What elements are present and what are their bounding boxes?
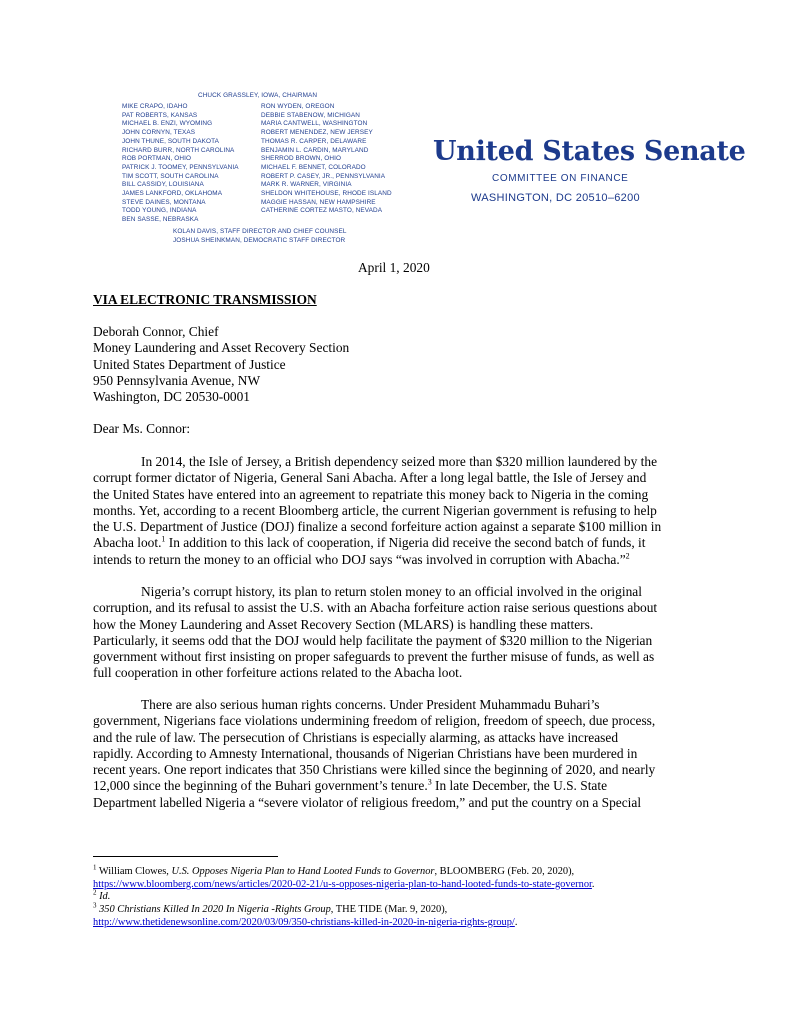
footnote-number: 2 bbox=[93, 888, 97, 897]
text-line: full cooperation in other forfeiture actions related to the Abacha loot. bbox=[93, 665, 463, 681]
committee-chairman: CHUCK GRASSLEY, IOWA, CHAIRMAN bbox=[198, 92, 318, 99]
member-name: STEVE DAINES, MONTANA bbox=[122, 198, 206, 206]
text-line: corrupt former dictator of Nigeria, General Sani Abacha. After a long legal battle, the Isle of Jersey and bbox=[93, 470, 647, 486]
member-name: BILL CASSIDY, LOUISIANA bbox=[122, 181, 204, 189]
text-line: corruption, and its refusal to assist the U.S. with an Abacha forfeiture action raise serious questions about bbox=[93, 600, 658, 616]
committee-name: COMMITTEE ON FINANCE bbox=[492, 173, 629, 184]
staff-director: KOLAN DAVIS, STAFF DIRECTOR AND CHIEF COUNSEL bbox=[173, 228, 347, 235]
text-line: recent years. One report indicates that 350 Christians were killed since the beginning of 2020, and nearly bbox=[93, 762, 656, 778]
member-name: SHERROD BROWN, OHIO bbox=[261, 155, 342, 163]
text-line: the U.S. Department of Justice (DOJ) finalize a second forfeiture action against a separate $100 million in bbox=[93, 519, 662, 535]
member-name: PAT ROBERTS, KANSAS bbox=[122, 111, 198, 119]
text-line bbox=[93, 535, 703, 551]
staff-directors bbox=[173, 228, 347, 245]
footnote-3 bbox=[93, 901, 518, 929]
paragraph-3 bbox=[93, 697, 703, 811]
text-line: Department labelled Nigeria a “severe violator of religious freedom,” and put the country on a Special bbox=[93, 794, 642, 810]
member-name: CATHERINE CORTEZ MASTO, NEVADA bbox=[261, 207, 383, 215]
footnote-url-line bbox=[93, 917, 517, 930]
text-run: In late December, the U.S. State bbox=[431, 778, 608, 794]
footnote-period: . bbox=[591, 878, 595, 890]
text-line bbox=[93, 778, 703, 794]
staff-director: JOSHUA SHEINKMAN, DEMOCRATIC STAFF DIRECTOR bbox=[173, 236, 346, 244]
transmission-method: VIA ELECTRONIC TRANSMISSION bbox=[93, 292, 317, 307]
text-line: and the rule of law. The persecution of Christians is especially alarming, as attacks have increased bbox=[93, 729, 619, 745]
member-name: MICHAEL F. BENNET, COLORADO bbox=[261, 163, 366, 171]
member-name: JOHN CORNYN, TEXAS bbox=[122, 129, 196, 137]
paragraph-2 bbox=[93, 584, 703, 682]
paragraph-1 bbox=[93, 454, 703, 568]
text-run: In addition to this lack of cooperation, if Nigeria did receive the second batch of funds, it bbox=[165, 535, 646, 551]
member-name: THOMAS R. CARPER, DELAWARE bbox=[261, 137, 367, 145]
footnote-ref[interactable]: 1 bbox=[161, 535, 166, 545]
footnote-title: U.S. Opposes Nigeria Plan to Hand Looted Funds to Governor bbox=[171, 866, 435, 877]
text-run: intends to return the money to an official who DOJ says “was involved in corruption with Abacha.” bbox=[93, 551, 626, 567]
footnote-divider bbox=[93, 856, 278, 857]
democratic-members-list bbox=[261, 103, 392, 216]
text-line: Nigeria’s corrupt history, its plan to return stolen money to an official involved in the original bbox=[141, 584, 642, 599]
republican-members-list bbox=[122, 103, 239, 225]
member-name: MAGGIE HASSAN, NEW HAMPSHIRE bbox=[261, 198, 376, 206]
member-name: MICHAEL B. ENZI, WYOMING bbox=[122, 120, 213, 128]
text-run: Abacha loot. bbox=[93, 535, 162, 551]
member-name: JAMES LANKFORD, OKLAHOMA bbox=[122, 190, 223, 198]
footnote-ref[interactable]: 3 bbox=[427, 778, 432, 788]
letter-date: April 1, 2020 bbox=[358, 260, 430, 275]
member-name: MARK R. WARNER, VIRGINIA bbox=[261, 181, 352, 189]
member-name: MIKE CRAPO, IDAHO bbox=[122, 103, 188, 110]
footnote-link[interactable]: http://www.thetidenewsonline.com/2020/03/09/350-christians-killed-in-2020-in-nigeria-rights-group/ bbox=[93, 916, 515, 928]
text-line: Particularly, it seems odd that the DOJ would help facilitate the payment of $320 million to the Nigerian bbox=[93, 632, 653, 648]
address-line: Money Laundering and Asset Recovery Section bbox=[93, 340, 350, 356]
member-name: DEBBIE STABENOW, MICHIGAN bbox=[261, 111, 360, 119]
member-name: PATRICK J. TOOMEY, PENNSYLVANIA bbox=[122, 163, 239, 171]
member-name: RICHARD BURR, NORTH CAROLINA bbox=[122, 146, 235, 154]
footnote-ref[interactable]: 2 bbox=[625, 551, 630, 561]
footnote-text: Id. bbox=[96, 891, 111, 902]
text-line: how the Money Laundering and Asset Recovery Section (MLARS) is handling these matters. bbox=[93, 616, 594, 632]
address-line: 950 Pennsylvania Avenue, NW bbox=[93, 372, 261, 388]
address-line: Deborah Connor, Chief bbox=[93, 324, 219, 339]
text-line bbox=[93, 552, 703, 568]
footnote-number: 3 bbox=[93, 901, 97, 910]
senate-logotype: United States Senate bbox=[433, 136, 746, 167]
text-line: government without first insisting on proper safeguards to prevent the further misuse of funds, as well as bbox=[93, 649, 655, 665]
footnote-text bbox=[93, 863, 595, 879]
text-line: There are also serious human rights concerns. Under President Muhammadu Buhari’s bbox=[141, 697, 600, 712]
member-name: MARIA CANTWELL, WASHINGTON bbox=[261, 120, 368, 128]
member-name: ROB PORTMAN, OHIO bbox=[122, 155, 192, 163]
member-name: ROBERT MENENDEZ, NEW JERSEY bbox=[261, 129, 373, 137]
recipient-address bbox=[93, 324, 349, 405]
text-line: the United States have entered into an agreement to repatriate this money back to Nigeria in the coming bbox=[93, 486, 649, 502]
footnote-text bbox=[93, 901, 517, 917]
member-name: SHELDON WHITEHOUSE, RHODE ISLAND bbox=[261, 190, 392, 198]
text-line: months. Yet, according to a recent Bloomberg article, the current Nigerian government is refusing to help bbox=[93, 502, 657, 518]
footnote-url-line bbox=[93, 879, 595, 892]
footnote-number: 1 bbox=[93, 863, 97, 872]
footnote-source: , BLOOMBERG (Feb. 20, 2020), bbox=[434, 866, 575, 877]
member-name: BEN SASSE, NEBRASKA bbox=[122, 216, 199, 224]
committee-address: WASHINGTON, DC 20510–6200 bbox=[471, 192, 640, 204]
member-name: BENJAMIN L. CARDIN, MARYLAND bbox=[261, 146, 369, 154]
footnote-author: William Clowes, bbox=[96, 866, 172, 877]
address-line: Washington, DC 20530-0001 bbox=[93, 389, 250, 405]
text-line: In 2014, the Isle of Jersey, a British dependency seized more than $320 million laundered by the bbox=[141, 454, 658, 469]
text-line: government, Nigerians face violations undermining freedom of religion, freedom of speech, due process, bbox=[93, 713, 656, 729]
member-name: TIM SCOTT, SOUTH CAROLINA bbox=[122, 172, 219, 180]
member-name: JOHN THUNE, SOUTH DAKOTA bbox=[122, 137, 219, 145]
member-name: ROBERT P. CASEY, JR., PENNSYLVANIA bbox=[261, 172, 386, 180]
text-run: 12,000 since the beginning of the Buhari government’s tenure. bbox=[93, 778, 428, 794]
member-name: RON WYDEN, OREGON bbox=[261, 103, 335, 110]
salutation: Dear Ms. Connor: bbox=[93, 421, 191, 436]
footnote-1 bbox=[93, 863, 595, 891]
member-name: TODD YOUNG, INDIANA bbox=[122, 207, 197, 215]
footnote-period: . bbox=[514, 916, 518, 928]
text-line: rapidly. According to Amnesty International, thousands of Nigerian Christians have been murdered in bbox=[93, 745, 638, 761]
address-line: United States Department of Justice bbox=[93, 356, 286, 372]
footnote-title: 350 Christians Killed In 2020 In Nigeria -Rights Group bbox=[96, 904, 331, 915]
footnote-link[interactable]: https://www.bloomberg.com/news/articles/2020-02-21/u-s-opposes-nigeria-plan-to-hand-looted-funds-to-state-governor bbox=[93, 878, 592, 890]
footnote-source: , THE TIDE (Mar. 9, 2020), bbox=[330, 904, 448, 915]
